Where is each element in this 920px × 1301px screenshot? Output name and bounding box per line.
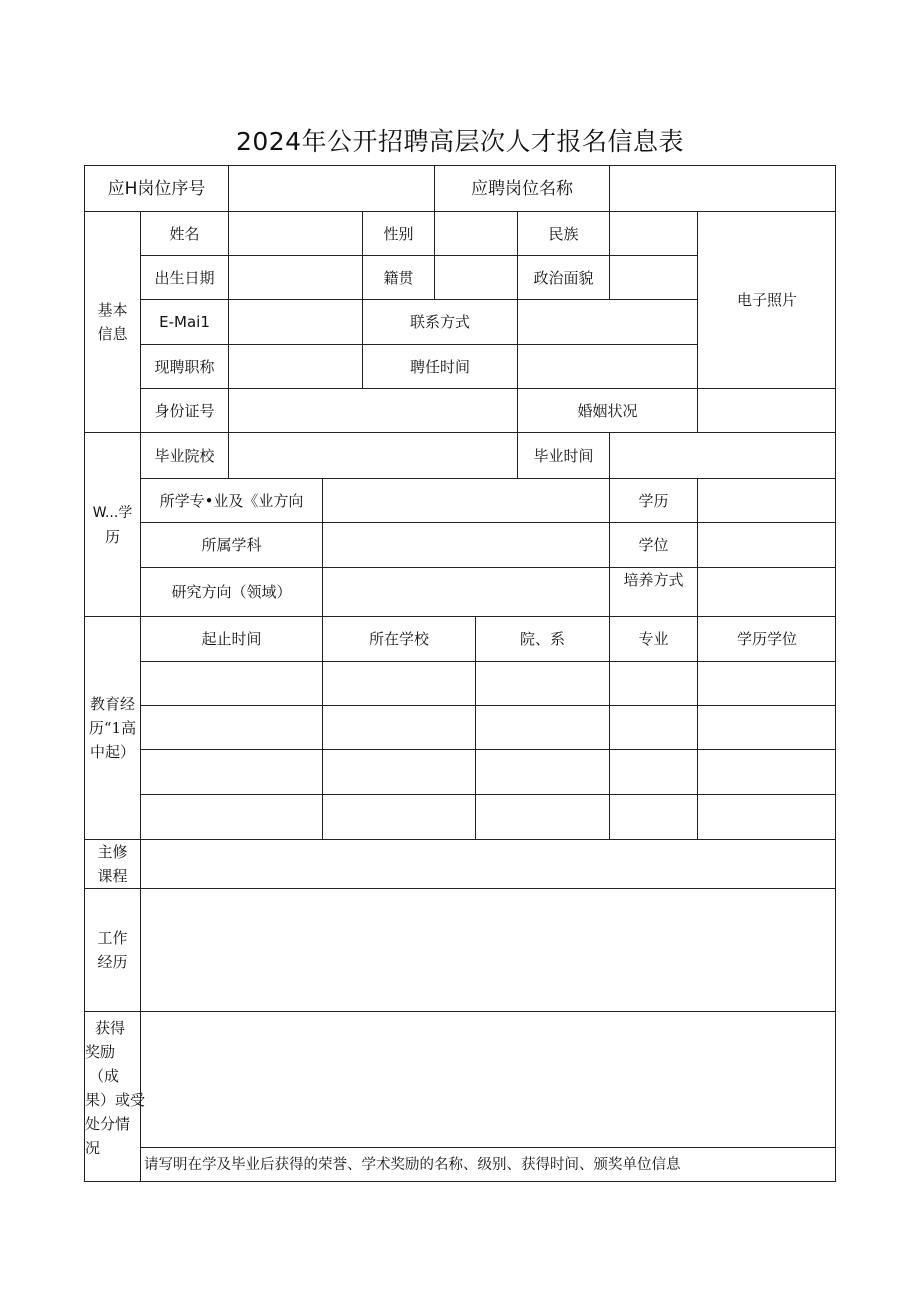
table-cell[interactable] — [609, 705, 697, 749]
graduation-time-label: 毕业时间 — [517, 432, 609, 478]
position-number-label: 应H岗位序号 — [84, 165, 228, 211]
work-experience-label: 工作 经历 — [84, 888, 140, 1011]
column-header-degree: 学历学位 — [697, 616, 836, 661]
political-status-label: 政治面貌 — [517, 255, 609, 299]
contact-field[interactable] — [517, 299, 697, 344]
table-cell[interactable] — [475, 705, 609, 749]
name-label: 姓名 — [140, 211, 228, 255]
graduation-school-label: 毕业院校 — [140, 432, 228, 478]
awards-field[interactable] — [140, 1011, 836, 1147]
table-cell[interactable] — [697, 749, 836, 794]
table-cell[interactable] — [322, 661, 475, 705]
email-label: E-Mai1 — [140, 299, 228, 344]
table-cell[interactable] — [697, 794, 836, 839]
awards-label: 获得 奖励 （成 果）或受 处分情 况 — [84, 1011, 140, 1181]
table-cell[interactable] — [609, 661, 697, 705]
awards-note: 请写明在学及毕业后获得的荣誉、学术奖励的名称、级别、获得时间、颁奖单位信息 — [140, 1147, 836, 1181]
major-field[interactable] — [322, 478, 609, 522]
position-name-field[interactable] — [609, 165, 836, 211]
appointment-time-field[interactable] — [517, 344, 697, 388]
training-mode-field[interactable] — [697, 567, 836, 616]
photo-area[interactable]: 电子照片 — [697, 211, 836, 388]
contact-label: 联系方式 — [362, 299, 517, 344]
major-label: 所学专•业及《业方向 — [140, 478, 322, 522]
basic-info-section-label: 基本 信息 — [84, 211, 140, 432]
birth-date-label: 出生日期 — [140, 255, 228, 299]
table-cell[interactable] — [322, 749, 475, 794]
column-header-department: 院、系 — [475, 616, 609, 661]
table-cell[interactable] — [697, 705, 836, 749]
table-cell[interactable] — [697, 661, 836, 705]
email-field[interactable] — [228, 299, 362, 344]
table-cell[interactable] — [140, 749, 322, 794]
courses-field[interactable] — [140, 839, 836, 888]
courses-label: 主修 课程 — [84, 839, 140, 888]
political-status-field[interactable] — [609, 255, 697, 299]
table-cell[interactable] — [475, 749, 609, 794]
position-name-label: 应聘岗位名称 — [434, 165, 609, 211]
table-cell[interactable] — [140, 705, 322, 749]
research-direction-label: 研究方向（领域） — [140, 567, 322, 616]
gender-label: 性别 — [362, 211, 434, 255]
column-header-major: 专业 — [609, 616, 697, 661]
table-bottom-border — [84, 1181, 836, 1182]
gender-field[interactable] — [434, 211, 517, 255]
name-field[interactable] — [228, 211, 362, 255]
current-title-field[interactable] — [228, 344, 362, 388]
table-cell[interactable] — [140, 661, 322, 705]
marital-status-label: 婚姻状况 — [517, 388, 697, 432]
table-cell[interactable] — [475, 794, 609, 839]
discipline-field[interactable] — [322, 522, 609, 567]
table-cell[interactable] — [140, 794, 322, 839]
research-direction-field[interactable] — [322, 567, 609, 616]
column-header-school: 所在学校 — [322, 616, 475, 661]
table-right-border — [835, 165, 836, 1181]
table-cell[interactable] — [609, 749, 697, 794]
table-cell[interactable] — [322, 705, 475, 749]
appointment-time-label: 聘任时间 — [362, 344, 517, 388]
birth-date-field[interactable] — [228, 255, 362, 299]
marital-status-field[interactable] — [697, 388, 836, 432]
graduation-school-field[interactable] — [228, 432, 517, 478]
education-field[interactable] — [697, 478, 836, 522]
column-header-period: 起止时间 — [140, 616, 322, 661]
position-number-field[interactable] — [228, 165, 434, 211]
graduation-time-field[interactable] — [609, 432, 836, 478]
id-number-label: 身份证号 — [140, 388, 228, 432]
degree-section-label: W...学 历 — [84, 432, 140, 616]
table-cell[interactable] — [609, 794, 697, 839]
education-history-section-label: 教育经 历“1高 中起） — [84, 616, 140, 839]
id-number-field[interactable] — [228, 388, 517, 432]
work-experience-field[interactable] — [140, 888, 836, 1011]
table-cell[interactable] — [475, 661, 609, 705]
ethnicity-field[interactable] — [609, 211, 697, 255]
current-title-label: 现聘职称 — [140, 344, 228, 388]
ethnicity-label: 民族 — [517, 211, 609, 255]
native-place-label: 籍贯 — [362, 255, 434, 299]
training-mode-label: 培养方式 — [609, 567, 697, 616]
education-label: 学历 — [609, 478, 697, 522]
discipline-label: 所属学科 — [140, 522, 322, 567]
native-place-field[interactable] — [434, 255, 517, 299]
page-title: 2024年公开招聘高层次人才报名信息表 — [235, 127, 685, 156]
degree-field[interactable] — [697, 522, 836, 567]
table-cell[interactable] — [322, 794, 475, 839]
degree-label: 学位 — [609, 522, 697, 567]
